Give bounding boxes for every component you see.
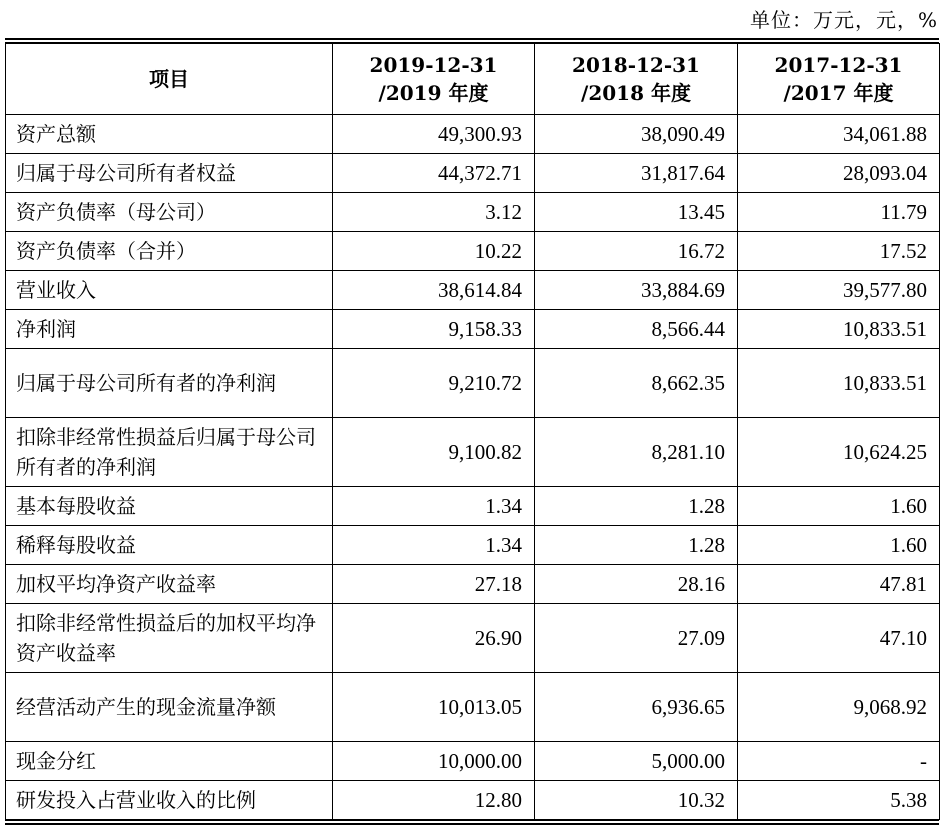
table-row [6,487,940,526]
value-2017: 28,093.04 [738,154,940,193]
value-2019: 12.80 [333,781,535,820]
row-label: 稀释每股收益 [6,526,333,565]
row-label: 归属于母公司所有者权益 [6,154,333,193]
value-2017: 39,577.80 [738,271,940,310]
table-row [6,154,940,193]
value-2019: 10.22 [333,232,535,271]
value-2017: 10,624.25 [738,418,940,487]
header-2019-line2: /2019 年度 [378,81,489,105]
value-2018: 8,662.35 [535,349,738,418]
value-2019: 49,300.93 [333,115,535,154]
value-2017: - [738,742,940,781]
row-label: 扣除非经常性损益后的加权平均净资产收益率 [6,604,333,673]
value-2019: 27.18 [333,565,535,604]
value-2018: 13.45 [535,193,738,232]
header-2019 [333,44,535,115]
value-2018: 28.16 [535,565,738,604]
value-2019: 1.34 [333,526,535,565]
row-label: 归属于母公司所有者的净利润 [6,349,333,418]
row-label: 营业收入 [6,271,333,310]
value-2017: 9,068.92 [738,673,940,742]
header-item: 项目 [6,44,333,115]
value-2017: 1.60 [738,526,940,565]
value-2018: 1.28 [535,487,738,526]
row-label: 基本每股收益 [6,487,333,526]
value-2017: 34,061.88 [738,115,940,154]
row-label: 资产负债率（合并） [6,232,333,271]
value-2018: 31,817.64 [535,154,738,193]
value-2018: 8,281.10 [535,418,738,487]
value-2018: 27.09 [535,604,738,673]
table-row [6,349,940,418]
value-2017: 47.10 [738,604,940,673]
value-2017: 17.52 [738,232,940,271]
row-label: 加权平均净资产收益率 [6,565,333,604]
table-row [6,673,940,742]
row-label: 扣除非经常性损益后归属于母公司所有者的净利润 [6,418,333,487]
table-row [6,604,940,673]
header-2019-line1: 2019-12-31 [369,53,498,77]
unit-label: 单位：万元，元，% [749,8,938,32]
value-2018: 10.32 [535,781,738,820]
value-2018: 33,884.69 [535,271,738,310]
value-2017: 11.79 [738,193,940,232]
table-row [6,193,940,232]
value-2017: 5.38 [738,781,940,820]
value-2019: 10,013.05 [333,673,535,742]
financial-table-container [5,38,939,825]
value-2018: 6,936.65 [535,673,738,742]
table-row [6,115,940,154]
value-2019: 9,100.82 [333,418,535,487]
header-2018 [535,44,738,115]
value-2019: 3.12 [333,193,535,232]
table-row [6,310,940,349]
value-2019: 9,158.33 [333,310,535,349]
table-header-row [6,44,940,115]
value-2017: 1.60 [738,487,940,526]
value-2017: 10,833.51 [738,349,940,418]
table-row [6,526,940,565]
table-row [6,565,940,604]
table-row [6,232,940,271]
value-2017: 10,833.51 [738,310,940,349]
row-label: 资产总额 [6,115,333,154]
row-label: 研发投入占营业收入的比例 [6,781,333,820]
bottom-rule [5,820,939,825]
value-2017: 47.81 [738,565,940,604]
value-2018: 5,000.00 [535,742,738,781]
value-2018: 16.72 [535,232,738,271]
row-label: 净利润 [6,310,333,349]
table-row [6,781,940,820]
row-label: 经营活动产生的现金流量净额 [6,673,333,742]
financial-summary-table [5,43,940,820]
table-row [6,742,940,781]
value-2019: 9,210.72 [333,349,535,418]
header-2018-line2: /2018 年度 [581,81,691,105]
row-label: 资产负债率（母公司） [6,193,333,232]
row-label: 现金分红 [6,742,333,781]
table-row [6,418,940,487]
value-2019: 38,614.84 [333,271,535,310]
value-2019: 10,000.00 [333,742,535,781]
value-2019: 44,372.71 [333,154,535,193]
header-2017-line2: /2017 年度 [783,81,894,105]
value-2018: 8,566.44 [535,310,738,349]
value-2019: 26.90 [333,604,535,673]
header-2017 [738,44,940,115]
table-row [6,271,940,310]
value-2019: 1.34 [333,487,535,526]
header-2017-line1: 2017-12-31 [774,53,903,77]
header-2018-line1: 2018-12-31 [572,53,700,77]
value-2018: 1.28 [535,526,738,565]
value-2018: 38,090.49 [535,115,738,154]
